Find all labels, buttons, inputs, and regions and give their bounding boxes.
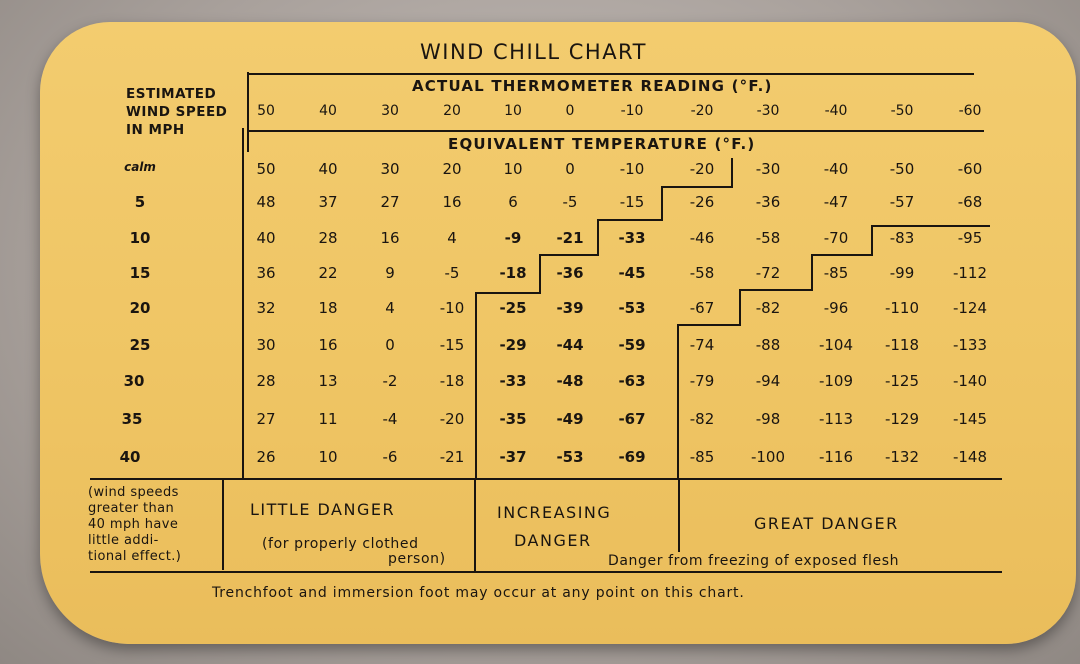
- temp-cell: 28: [256, 372, 276, 390]
- zone-little-danger: LITTLE DANGER: [250, 500, 396, 519]
- temp-cell: -104: [818, 336, 854, 354]
- temp-cell: 13: [318, 372, 338, 390]
- temp-cell: -132: [884, 448, 920, 466]
- temp-cell: -85: [689, 448, 715, 466]
- temp-cell: 40: [256, 229, 276, 247]
- temp-cell: -109: [818, 372, 854, 390]
- temp-cell: -70: [823, 229, 849, 247]
- temp-cell: -110: [884, 299, 920, 317]
- actual-temp-cell: -30: [756, 103, 780, 119]
- zone-little-sub2: person): [388, 551, 446, 567]
- temp-cell: -68: [957, 193, 983, 211]
- temp-cell: 11: [318, 410, 338, 428]
- temp-cell: -82: [755, 299, 781, 317]
- temp-cell: -33: [618, 229, 646, 247]
- temp-cell: -45: [618, 264, 646, 282]
- temp-cell: 48: [256, 193, 276, 211]
- zone-increasing-1: INCREASING: [497, 503, 612, 522]
- temp-cell: 6: [508, 193, 518, 211]
- temp-cell: 30: [256, 336, 276, 354]
- temp-cell: -95: [957, 229, 983, 247]
- temp-cell: -15: [619, 193, 645, 211]
- temp-cell: -30: [755, 160, 781, 178]
- temp-cell: 18: [318, 299, 338, 317]
- temp-cell: 37: [318, 193, 338, 211]
- actual-temp-cell: -60: [958, 103, 982, 119]
- temp-cell: 27: [256, 410, 276, 428]
- temp-cell: -15: [439, 336, 465, 354]
- temp-cell: -35: [499, 410, 527, 428]
- temp-cell: -33: [499, 372, 527, 390]
- temp-cell: -49: [556, 410, 584, 428]
- temp-cell: -39: [556, 299, 584, 317]
- temp-cell: -113: [818, 410, 854, 428]
- wind-speed-label: 20: [129, 299, 151, 317]
- zone-great-sub: Danger from freezing of exposed flesh: [608, 553, 900, 569]
- temp-cell: -10: [439, 299, 465, 317]
- temp-cell: 20: [442, 160, 462, 178]
- temp-cell: -18: [499, 264, 527, 282]
- wind-speed-label: 25: [129, 336, 151, 354]
- actual-temp-cell: 20: [443, 103, 461, 119]
- temp-cell: 4: [385, 299, 395, 317]
- wind-speed-label: 40: [119, 448, 141, 466]
- temp-cell: 0: [565, 160, 575, 178]
- temp-cell: -99: [889, 264, 915, 282]
- temp-cell: -88: [755, 336, 781, 354]
- temp-cell: 16: [442, 193, 462, 211]
- temp-cell: 10: [503, 160, 523, 178]
- temp-cell: -145: [952, 410, 988, 428]
- temp-cell: -2: [382, 372, 398, 390]
- equivalent-temp-header: EQUIVALENT TEMPERATURE (°F.): [448, 135, 756, 153]
- actual-temp-cell: 40: [319, 103, 337, 119]
- temp-cell: -85: [823, 264, 849, 282]
- temp-cell: -40: [823, 160, 849, 178]
- temp-cell: -63: [618, 372, 646, 390]
- wind-speed-label: 15: [129, 264, 151, 282]
- temp-cell: -82: [689, 410, 715, 428]
- actual-temp-header: ACTUAL THERMOMETER READING (°F.): [412, 77, 773, 95]
- actual-temp-cell: 30: [381, 103, 399, 119]
- temp-cell: -96: [823, 299, 849, 317]
- temp-cell: -116: [818, 448, 854, 466]
- temp-cell: -94: [755, 372, 781, 390]
- temp-cell: -67: [618, 410, 646, 428]
- temp-cell: -67: [689, 299, 715, 317]
- wind-speed-header: ESTIMATED WIND SPEED IN MPH: [126, 86, 228, 138]
- temp-cell: -29: [499, 336, 527, 354]
- temp-cell: -5: [562, 193, 578, 211]
- temp-cell: -21: [556, 229, 584, 247]
- temp-cell: -60: [957, 160, 983, 178]
- temp-cell: -118: [884, 336, 920, 354]
- temp-cell: -79: [689, 372, 715, 390]
- temp-cell: 40: [318, 160, 338, 178]
- wind-speed-label: 5: [134, 193, 146, 211]
- temp-cell: -26: [689, 193, 715, 211]
- wind-speed-label: 35: [121, 410, 143, 428]
- temp-cell: -36: [755, 193, 781, 211]
- temp-cell: -6: [382, 448, 398, 466]
- actual-temp-cell: -40: [824, 103, 848, 119]
- temp-cell: 22: [318, 264, 338, 282]
- temp-cell: 16: [380, 229, 400, 247]
- temp-cell: 4: [447, 229, 457, 247]
- actual-temp-cell: -20: [690, 103, 714, 119]
- wind-speed-label: calm: [124, 160, 156, 174]
- temp-cell: 10: [318, 448, 338, 466]
- temp-cell: -98: [755, 410, 781, 428]
- footer-note: Trenchfoot and immersion foot may occur at any point on this chart.: [212, 585, 745, 601]
- temp-cell: 9: [385, 264, 395, 282]
- wind-note: (wind speeds greater than 40 mph have little addi- tional effect.): [88, 485, 182, 564]
- temp-cell: -74: [689, 336, 715, 354]
- temp-cell: -112: [952, 264, 988, 282]
- temp-cell: -57: [889, 193, 915, 211]
- temp-cell: -59: [618, 336, 646, 354]
- temp-cell: -83: [889, 229, 915, 247]
- temp-cell: -129: [884, 410, 920, 428]
- temp-cell: -148: [952, 448, 988, 466]
- temp-cell: -58: [755, 229, 781, 247]
- temp-cell: -47: [823, 193, 849, 211]
- temp-cell: -100: [750, 448, 786, 466]
- temp-cell: 36: [256, 264, 276, 282]
- temp-cell: -9: [504, 229, 522, 247]
- temp-cell: -20: [689, 160, 715, 178]
- zone-increasing-2: DANGER: [514, 531, 592, 550]
- temp-cell: -53: [618, 299, 646, 317]
- temp-cell: -69: [618, 448, 646, 466]
- temp-cell: 32: [256, 299, 276, 317]
- temp-cell: -21: [439, 448, 465, 466]
- wind-speed-label: 30: [123, 372, 145, 390]
- temp-cell: -48: [556, 372, 584, 390]
- temp-cell: -5: [444, 264, 460, 282]
- temp-cell: -36: [556, 264, 584, 282]
- temp-cell: -53: [556, 448, 584, 466]
- temp-cell: 28: [318, 229, 338, 247]
- zone-little-sub1: (for properly clothed: [262, 536, 419, 552]
- actual-temp-cell: 10: [504, 103, 522, 119]
- zone-great-danger: GREAT DANGER: [754, 514, 899, 533]
- temp-cell: -46: [689, 229, 715, 247]
- temp-cell: -37: [499, 448, 527, 466]
- temp-cell: 26: [256, 448, 276, 466]
- temp-cell: -18: [439, 372, 465, 390]
- temp-cell: 50: [256, 160, 276, 178]
- wind-speed-label: 10: [129, 229, 151, 247]
- temp-cell: -50: [889, 160, 915, 178]
- temp-cell: -4: [382, 410, 398, 428]
- temp-cell: -140: [952, 372, 988, 390]
- temp-cell: 16: [318, 336, 338, 354]
- actual-temp-cell: -10: [620, 103, 644, 119]
- actual-temp-cell: 50: [257, 103, 275, 119]
- temp-cell: -124: [952, 299, 988, 317]
- temp-cell: -133: [952, 336, 988, 354]
- temp-cell: -44: [556, 336, 584, 354]
- temp-cell: -25: [499, 299, 527, 317]
- temp-cell: -72: [755, 264, 781, 282]
- temp-cell: 30: [380, 160, 400, 178]
- temp-cell: 27: [380, 193, 400, 211]
- actual-temp-cell: -50: [890, 103, 914, 119]
- temp-cell: -58: [689, 264, 715, 282]
- temp-cell: 0: [385, 336, 395, 354]
- temp-cell: -125: [884, 372, 920, 390]
- temp-cell: -10: [619, 160, 645, 178]
- temp-cell: -20: [439, 410, 465, 428]
- chart-title: WIND CHILL CHART: [420, 40, 647, 64]
- actual-temp-cell: 0: [565, 103, 575, 119]
